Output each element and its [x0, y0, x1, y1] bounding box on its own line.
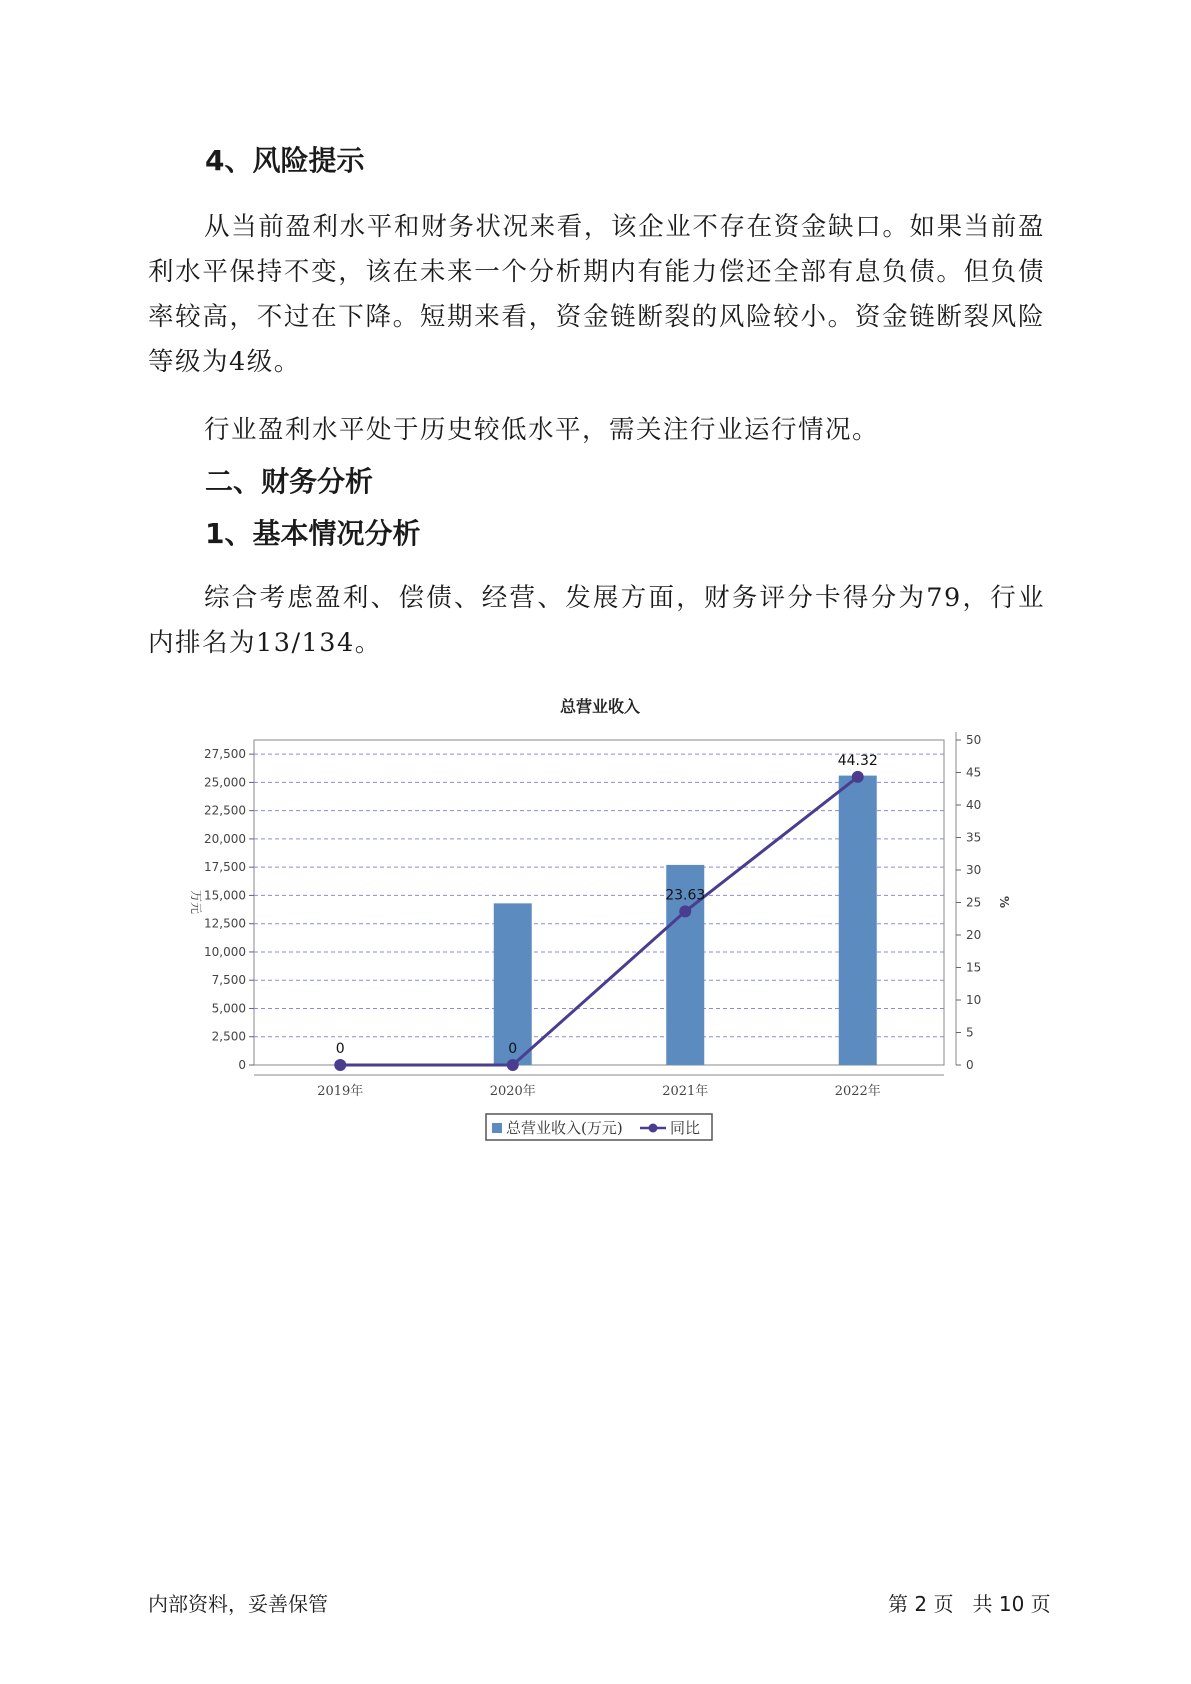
x-tick-label: 2020年 [489, 1084, 536, 1099]
y-right-label: % [997, 895, 1011, 909]
section-heading-finance: 二、财务分析 [205, 465, 374, 498]
x-tick-label: 2019年 [317, 1084, 364, 1099]
footer-note: 内部资料，妥善保管 [148, 1592, 328, 1616]
y-right-tick-label: 15 [966, 960, 982, 975]
yoy-data-label: 44.32 [837, 752, 878, 769]
legend-bar-label: 总营业收入(万元) [506, 1119, 623, 1137]
y-left-tick-label: 17,500 [204, 860, 246, 875]
revenue-chart [170, 690, 1030, 1160]
risk-paragraph-1: 从当前盈利水平和财务状况来看，该企业不存在资金缺口。如果当前盈利水平保持不变，该在未来一个分析期内有能力偿还全部有息负债。但负债率较高，不过在下降。短期来看，资金链断裂的风险较小。资金链断裂风险等级为4级。 [148, 212, 1045, 377]
yoy-point [852, 771, 864, 783]
y-left-tick-label: 12,500 [204, 916, 246, 931]
y-left-tick-label: 7,500 [211, 973, 246, 988]
y-left-tick-label: 0 [238, 1058, 246, 1072]
y-right-tick-label: 0 [966, 1058, 974, 1072]
chart-title: 总营业收入 [559, 697, 641, 716]
y-right-tick-label: 35 [966, 830, 982, 845]
y-left-tick-label: 2,500 [211, 1029, 246, 1044]
y-left-tick-label: 27,500 [204, 747, 246, 762]
y-left-tick-label: 20,000 [204, 831, 246, 846]
yoy-data-label: 0 [335, 1041, 345, 1057]
y-right-tick-label: 50 [966, 733, 982, 747]
yoy-data-label: 23.63 [665, 887, 706, 904]
y-right-tick-label: 30 [966, 863, 982, 877]
y-left-tick-label: 10,000 [204, 944, 246, 959]
y-right-tick-label: 40 [966, 798, 982, 812]
section-heading-risk: 4、风险提示 [205, 144, 365, 177]
y-left-label: 万元 [189, 889, 203, 915]
x-tick-label: 2022年 [834, 1084, 881, 1099]
page-number: 第 2 页 共 10 页 [888, 1592, 1051, 1616]
y-right-tick-label: 10 [966, 993, 982, 1007]
y-left-tick-label: 5,000 [211, 1001, 246, 1016]
legend-line-label: 同比 [670, 1119, 701, 1137]
y-left-tick-label: 22,500 [204, 803, 246, 818]
y-right-tick-label: 5 [966, 1025, 974, 1040]
section-heading-basic: 1、基本情况分析 [205, 517, 421, 550]
basic-paragraph: 综合考虑盈利、偿债、经营、发展方面，财务评分卡得分为79，行业内排名为13/134。 [148, 583, 1045, 658]
x-tick-label: 2021年 [662, 1084, 709, 1099]
legend [486, 1114, 712, 1140]
y-right-tick-label: 25 [966, 895, 982, 910]
y-right-tick-label: 45 [966, 765, 982, 780]
y-left-tick-label: 25,000 [204, 775, 246, 790]
y-right-tick-label: 20 [966, 928, 982, 942]
y-left-tick-label: 15,000 [204, 888, 246, 903]
risk-paragraph-2: 行业盈利水平处于历史较低水平，需关注行业运行情况。 [204, 415, 880, 445]
yoy-point [679, 905, 691, 917]
yoy-data-label: 0 [508, 1041, 518, 1057]
yoy-point [334, 1059, 346, 1071]
bar-2022年 [839, 776, 877, 1065]
legend-bar-swatch [492, 1123, 502, 1133]
yoy-point [507, 1059, 519, 1071]
